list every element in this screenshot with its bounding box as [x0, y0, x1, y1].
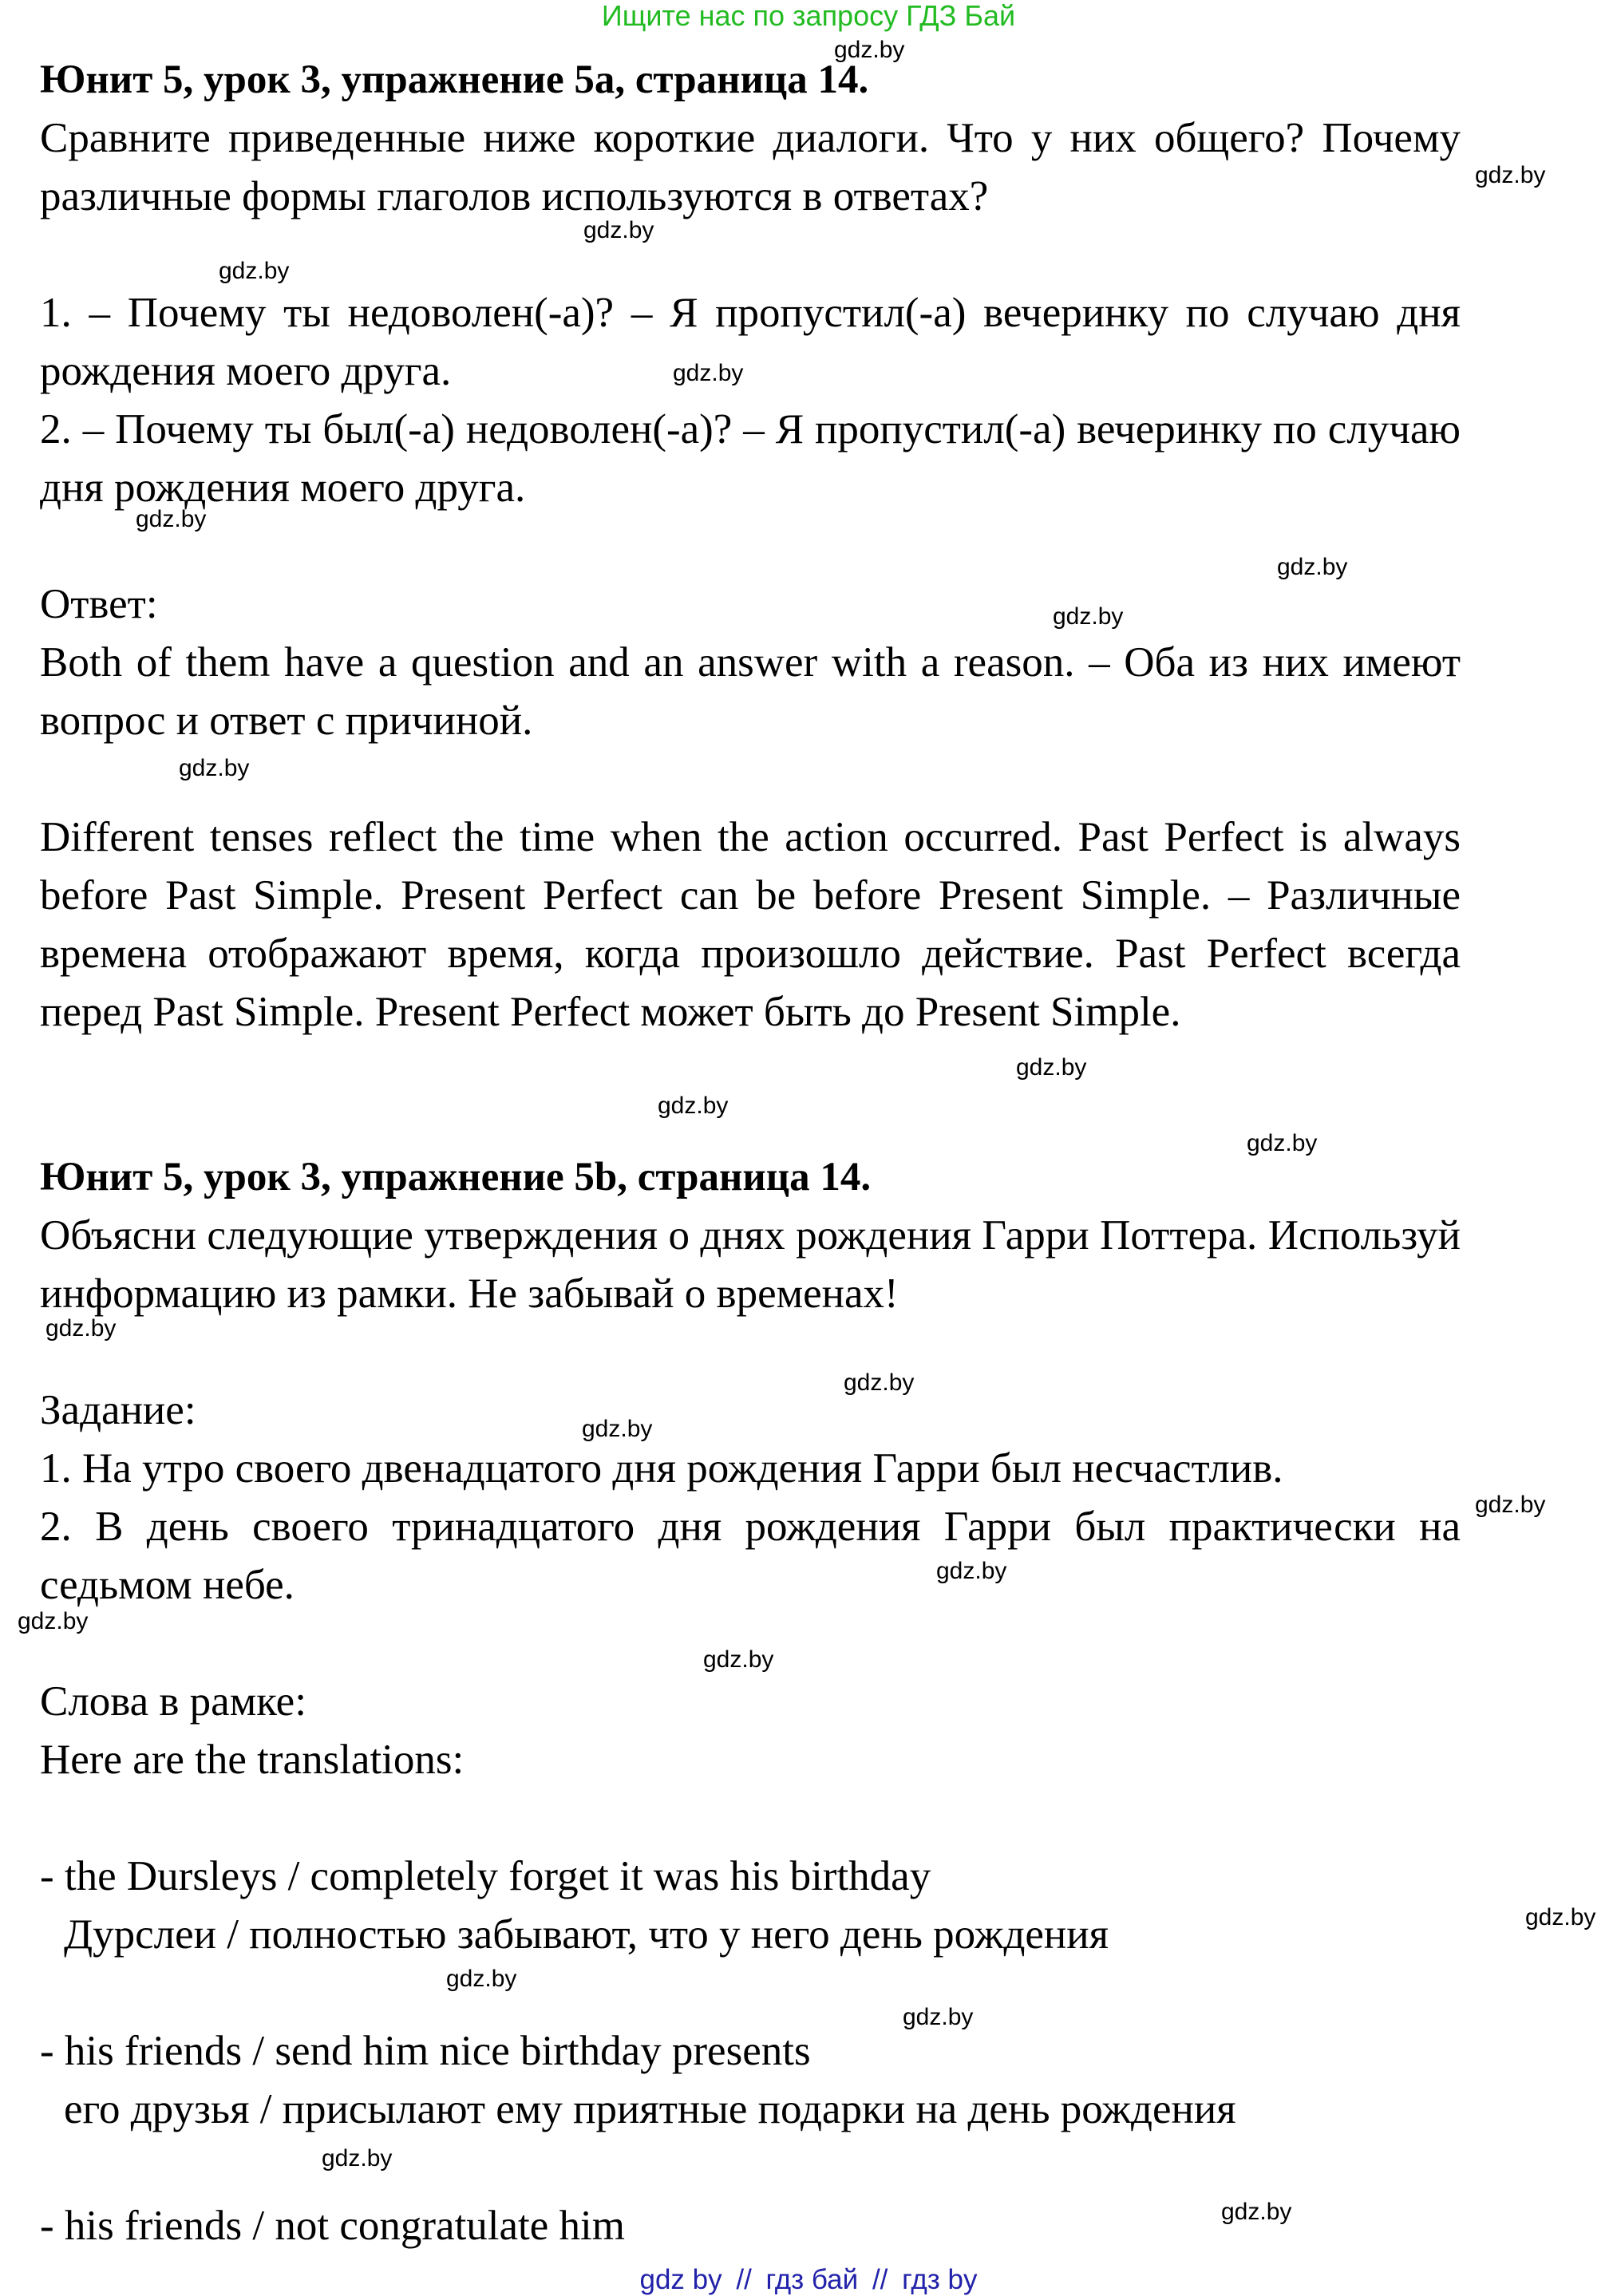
section-5b-task: Объясни следующие утверждения о днях рождения Гарри Поттера. Используй информацию из рамки. Не забывай о временах! — [40, 1212, 1461, 1317]
watermark: gdz.by — [179, 755, 250, 781]
watermark: gdz.by — [1475, 162, 1546, 188]
section-5a-heading: Юнит 5, урок 3, упражнение 5а, страница 14. — [40, 57, 869, 102]
dialog-2: 2. – Почему ты был(-а) недоволен(-а)? – Я пропустил(-а) вечеринку по случаю дня рождения моего друга. — [40, 406, 1461, 511]
phrase-en: - his friends / not congratulate him — [40, 2203, 625, 2249]
watermark: gdz.by — [936, 1558, 1007, 1584]
footer-gdz-by-ru-link[interactable]: гдз by — [902, 2264, 978, 2295]
answer-paragraph-2: Different tenses reflect the time when the action occurred. Past Perfect is always before Past Simple. Present Perfect can be before Present Simple. – Различные времена отображают время, когда произошло действие. Past Perfect всегда перед Past Simple. Present Perfect может быть до Present Simple. — [40, 814, 1461, 1035]
section-5a — [40, 51, 1461, 1041]
answer-label: Ответ: — [40, 581, 158, 627]
assignment-label: Задание: — [40, 1387, 196, 1433]
spacer — [40, 517, 1461, 575]
footer-separator: // — [872, 2264, 888, 2295]
answer-paragraph-1: Both of them have a question and an answer with a reason. – Оба из них имеют вопрос и ответ с причиной. — [40, 639, 1461, 744]
phrase-ru: Дурслеи / полностью забывают, что у него день рождения — [64, 1911, 1109, 1958]
watermark: gdz.by — [18, 1608, 89, 1634]
watermark: gdz.by — [583, 217, 654, 243]
watermark: gdz.by — [1053, 603, 1124, 630]
watermark: gdz.by — [136, 506, 207, 532]
watermark: gdz.by — [1247, 1130, 1318, 1156]
search-banner: Ищите нас по запросу ГДЗ Бай — [601, 0, 1016, 32]
watermark: gdz.by — [1221, 2199, 1292, 2225]
section-5a-task: Сравните приведенные ниже короткие диалоги. Что у них общего? Почему различные формы глаголов используются в ответах? — [40, 115, 1461, 219]
watermark: gdz.by — [1277, 554, 1348, 580]
footer-gdz-bay-link[interactable]: гдз бай — [765, 2264, 859, 2295]
phrase-ru: его друзья / присылают ему приятные подарки на день рождения — [64, 2086, 1236, 2132]
watermark: gdz.by — [1016, 1054, 1087, 1081]
translations-intro: Here are the translations: — [40, 1737, 465, 1783]
footer-links — [0, 2264, 1617, 2296]
dialog-1: 1. – Почему ты недоволен(-а)? – Я пропустил(-а) вечеринку по случаю дня рождения моего друга. — [40, 290, 1461, 394]
spacer — [40, 1964, 1461, 2022]
spacer — [40, 750, 1461, 808]
watermark: gdz.by — [703, 1646, 774, 1673]
footer-separator: // — [736, 2264, 752, 2295]
section-5b — [40, 1148, 1461, 2255]
watermark: gdz.by — [446, 1966, 517, 1992]
assignment-item-1: 1. На утро своего двенадцатого дня рождения Гарри был несчастлив. — [40, 1445, 1283, 1492]
watermark: gdz.by — [658, 1093, 729, 1119]
box-label: Слова в рамке: — [40, 1678, 306, 1725]
assignment-item-2: 2. В день своего тринадцатого дня рождения Гарри был практически на седьмом небе. — [40, 1504, 1461, 1608]
section-5b-heading: Юнит 5, урок 3, упражнение 5b, страница 14. — [40, 1155, 872, 1199]
spacer — [40, 1323, 1461, 1381]
watermark: gdz.by — [1525, 1904, 1596, 1930]
phrase-en: - the Dursleys / completely forget it was his birthday — [40, 1853, 931, 1899]
watermark: gdz.by — [45, 1315, 117, 1342]
watermark: gdz.by — [834, 37, 905, 63]
spacer — [40, 2139, 1461, 2197]
watermark: gdz.by — [844, 1369, 915, 1396]
watermark: gdz.by — [1475, 1492, 1546, 1518]
phrase-en: - his friends / send him nice birthday presents — [40, 2028, 811, 2074]
watermark: gdz.by — [582, 1416, 653, 1442]
watermark: gdz.by — [322, 2145, 393, 2172]
watermark: gdz.by — [673, 360, 744, 386]
spacer — [40, 1789, 1461, 1847]
watermark: gdz.by — [219, 258, 290, 284]
watermark: gdz.by — [903, 2004, 974, 2030]
footer-gdz-by-link[interactable]: gdz by — [639, 2264, 722, 2295]
